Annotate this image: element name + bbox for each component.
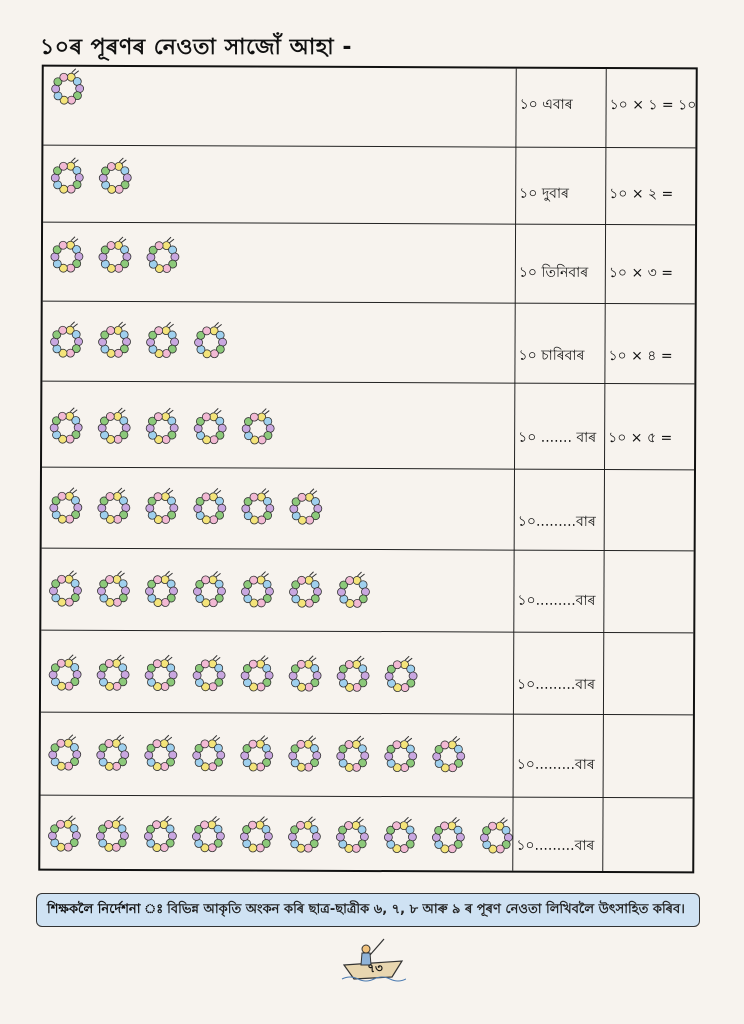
table-row bbox=[40, 795, 692, 875]
times-label: ১০ তিনিবাৰ bbox=[518, 264, 589, 281]
bead-necklace-icon bbox=[285, 570, 325, 610]
bead-group bbox=[46, 486, 326, 527]
table-row bbox=[42, 301, 694, 385]
bead-necklace-icon bbox=[45, 653, 85, 693]
page-number: ৭৩ bbox=[367, 961, 383, 975]
bead-necklace-icon bbox=[141, 569, 181, 609]
bead-necklace-icon bbox=[190, 406, 230, 446]
bead-necklace-icon bbox=[93, 569, 133, 609]
bead-group bbox=[47, 235, 183, 276]
note-lead: শিক্ষকলৈ নিৰ্দেশনা ঃ bbox=[47, 901, 164, 917]
note-body: বিভিন্ন আকৃতি অংকন কৰি ছাত্ৰ-ছাত্ৰীক ৬, ৭, ৮ আৰু ৯ ৰ পূৰণ নেওতা লিখিবলৈ উৎসাহিত কৰিব। bbox=[167, 901, 685, 917]
bead-necklace-icon bbox=[95, 156, 135, 196]
bead-necklace-icon bbox=[333, 654, 373, 694]
page-title: ১০ৰ পূৰণৰ নেওতা সাজোঁ আহা - bbox=[40, 35, 352, 60]
bead-group bbox=[45, 733, 469, 775]
bead-necklace-icon bbox=[237, 569, 277, 609]
bead-necklace-icon bbox=[143, 235, 183, 275]
bead-necklace-icon bbox=[94, 320, 134, 360]
bead-necklace-icon bbox=[140, 814, 180, 854]
bead-necklace-icon bbox=[190, 320, 230, 360]
table-row bbox=[43, 222, 695, 305]
bead-necklace-icon bbox=[94, 486, 134, 526]
bead-necklace-icon bbox=[333, 570, 373, 610]
times-label: ১০ ....... বাৰ bbox=[518, 429, 597, 446]
bead-necklace-icon bbox=[48, 67, 88, 107]
bead-necklace-icon bbox=[188, 814, 228, 854]
bead-necklace-icon bbox=[45, 733, 85, 773]
table-row bbox=[41, 630, 693, 716]
bead-necklace-icon bbox=[93, 733, 133, 773]
times-label: ১০ চাৰিবাৰ bbox=[518, 347, 585, 364]
bead-necklace-icon bbox=[333, 734, 373, 774]
bead-necklace-icon bbox=[141, 733, 181, 773]
bead-necklace-icon bbox=[92, 814, 132, 854]
bead-group bbox=[47, 156, 135, 196]
bead-necklace-icon bbox=[429, 734, 469, 774]
bead-necklace-icon bbox=[237, 733, 277, 773]
bead-necklace-icon bbox=[190, 486, 230, 526]
multiplication-table bbox=[38, 65, 698, 874]
bead-necklace-icon bbox=[95, 235, 135, 275]
bead-necklace-icon bbox=[237, 653, 277, 693]
bead-necklace-icon bbox=[94, 406, 134, 446]
bead-group bbox=[45, 569, 373, 610]
bead-group bbox=[46, 320, 230, 361]
bead-necklace-icon bbox=[141, 653, 181, 693]
times-label: ১০.........বাৰ bbox=[517, 513, 596, 530]
table-row bbox=[42, 381, 694, 471]
bead-necklace-icon bbox=[381, 654, 421, 694]
bead-necklace-icon bbox=[142, 486, 182, 526]
table-row bbox=[42, 467, 694, 552]
table-row bbox=[43, 145, 695, 226]
bead-necklace-icon bbox=[189, 733, 229, 773]
bead-necklace-icon bbox=[238, 486, 278, 526]
bead-necklace-icon bbox=[381, 734, 421, 774]
bead-necklace-icon bbox=[46, 320, 86, 360]
bead-group bbox=[45, 653, 421, 695]
multiplication-equation: ১০ × ১ = ১০ bbox=[609, 97, 697, 114]
teacher-instruction-note bbox=[36, 893, 700, 927]
bead-group bbox=[48, 67, 88, 107]
bead-necklace-icon bbox=[284, 815, 324, 855]
times-label: ১০ দুবাৰ bbox=[519, 185, 569, 202]
bead-necklace-icon bbox=[45, 569, 85, 609]
bead-necklace-icon bbox=[286, 487, 326, 527]
times-label: ১০.........বাৰ bbox=[517, 676, 596, 693]
bead-necklace-icon bbox=[189, 653, 229, 693]
bead-necklace-icon bbox=[285, 654, 325, 694]
multiplication-equation: ১০ × ৪ = bbox=[608, 348, 673, 365]
times-label: ১০.........বাৰ bbox=[516, 837, 595, 854]
table-row bbox=[41, 548, 693, 634]
times-label: ১০.........বাৰ bbox=[517, 592, 596, 609]
multiplication-equation: ১০ × ৫ = bbox=[608, 430, 673, 447]
times-label: ১০ এবাৰ bbox=[519, 96, 573, 113]
bead-necklace-icon bbox=[47, 156, 87, 196]
bead-necklace-icon bbox=[189, 569, 229, 609]
bead-necklace-icon bbox=[236, 814, 276, 854]
bead-necklace-icon bbox=[380, 815, 420, 855]
bead-necklace-icon bbox=[44, 814, 84, 854]
bead-necklace-icon bbox=[142, 320, 182, 360]
bead-necklace-icon bbox=[476, 815, 516, 855]
bead-group bbox=[46, 406, 278, 447]
table-row bbox=[41, 712, 693, 799]
table-row bbox=[43, 67, 695, 148]
multiplication-equation: ১০ × ৩ = bbox=[608, 265, 674, 282]
times-label: ১০.........বাৰ bbox=[516, 756, 595, 773]
bead-necklace-icon bbox=[142, 406, 182, 446]
multiplication-equation: ১০ × ২ = bbox=[609, 186, 674, 203]
bead-necklace-icon bbox=[238, 406, 278, 446]
bead-group bbox=[44, 814, 516, 856]
bead-necklace-icon bbox=[285, 734, 325, 774]
bead-necklace-icon bbox=[46, 486, 86, 526]
bead-necklace-icon bbox=[428, 815, 468, 855]
bead-necklace-icon bbox=[332, 815, 372, 855]
bead-necklace-icon bbox=[47, 235, 87, 275]
bead-necklace-icon bbox=[93, 653, 133, 693]
bead-necklace-icon bbox=[46, 406, 86, 446]
